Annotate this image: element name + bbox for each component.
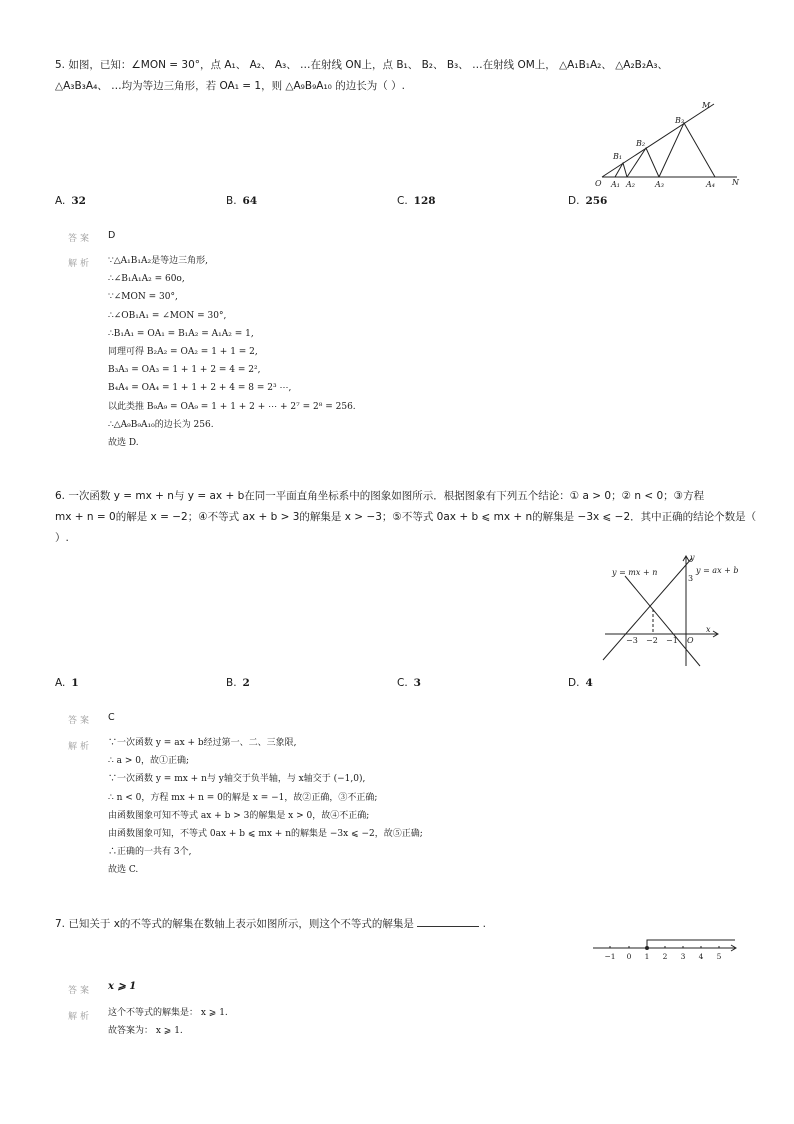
option-letter: A. [55, 677, 66, 689]
q7-stem [55, 914, 486, 935]
label-A3: A₃ [655, 180, 664, 189]
q7-analysis-label: 解析 [68, 1012, 93, 1022]
label-y-axis: y [690, 553, 695, 562]
label-B1: B₁ [613, 152, 623, 161]
q7-number-line [590, 934, 740, 964]
q6-stem-line3: ）. [55, 532, 69, 544]
analysis-line: 故选 D. [108, 438, 139, 449]
option-value: 2 [242, 677, 250, 689]
option-letter: D. [568, 195, 580, 207]
option-value: 128 [413, 195, 436, 207]
ray-OM [602, 104, 714, 177]
line-mx-plus-n [625, 576, 700, 666]
q5-stem-line1: 5. 如图，已知：∠MON = 30°，点 A₁、 A₂、 A₃、 …在射线 ON上，点 B₁、 B₂、 B₃、 …在射线 OM上， △A₁B₁A₂、 △A₂B₂A₃、 [55, 59, 668, 71]
triangle-2 [627, 148, 659, 177]
analysis-line: 由函数图象可知，不等式 0ax + b ⩽ mx + n的解集是 −3x ⩽ −2，故⑤正确; [108, 829, 423, 840]
analysis-line: 这个不等式的解集是： x ⩾ 1. [108, 1008, 228, 1018]
analysis-line: 同理可得 B₂A₂ = OA₂ = 1 + 1 = 2, [108, 347, 258, 358]
q6-figure [600, 548, 750, 672]
analysis-line: B₄A₄ = OA₄ = 1 + 1 + 2 + 4 = 8 = 2³ ⋯, [108, 383, 292, 394]
option-value: 3 [413, 677, 421, 689]
q5-answer: D [108, 230, 116, 241]
q5-stem [55, 55, 668, 97]
label-A1: A₁ [611, 180, 620, 189]
analysis-line: ∴B₁A₁ = OA₁ = B₁A₂ = A₁A₂ = 1, [108, 328, 254, 339]
label-B2: B₂ [636, 139, 646, 148]
option-value: 32 [71, 195, 86, 207]
q6-option-d[interactable] [568, 677, 593, 689]
q5-option-c[interactable] [397, 195, 436, 207]
solution-ray [647, 940, 735, 948]
label-A4: A₄ [706, 180, 715, 189]
label-x-tick-neg3: −3 [626, 636, 638, 645]
label-A2: A₂ [626, 180, 635, 189]
analysis-line: ∵一次函数 y = mx + n与 y轴交于负半轴，与 x轴交于 (−1,0), [108, 774, 366, 785]
option-letter: B. [226, 195, 237, 207]
q6-answer: C [108, 712, 115, 723]
label-mx-plus-n: y = mx + n [612, 568, 658, 577]
q5-analysis [108, 252, 356, 452]
q7-stem-end: . [482, 918, 486, 930]
q6-analysis [108, 734, 423, 880]
analysis-line: B₃A₃ = OA₃ = 1 + 1 + 2 = 4 = 2², [108, 365, 261, 376]
analysis-line: ∴∠OB₁A₁ = ∠MON = 30°, [108, 310, 227, 321]
label-N: N [732, 178, 739, 187]
option-value: 4 [585, 677, 593, 689]
label-ax-plus-b: y = ax + b [696, 566, 739, 575]
label-y-tick-3: 3 [688, 574, 694, 583]
tick-label: −1 [604, 952, 616, 961]
label-M: M [702, 101, 711, 110]
label-B3: B₃ [675, 116, 685, 125]
analysis-line: ∴△A₉B₉A₁₀的边长为 256. [108, 419, 214, 430]
option-letter: D. [568, 677, 580, 689]
q5-option-b[interactable] [226, 195, 257, 207]
label-O: O [595, 179, 602, 188]
option-value: 1 [71, 677, 79, 689]
analysis-line: ∵一次函数 y = ax + b经过第一、二、三象限, [108, 738, 297, 748]
label-x-tick-neg1: −1 [666, 636, 678, 645]
tick-label: 2 [662, 952, 668, 961]
analysis-line: 故答案为： x ⩾ 1. [108, 1026, 183, 1037]
analysis-line: ∵△A₁B₁A₂是等边三角形, [108, 256, 208, 266]
q7-answer-blank[interactable] [417, 916, 479, 927]
option-value: 256 [585, 195, 608, 207]
analysis-line: ∴正确的一共有 3个, [108, 847, 192, 858]
option-letter: C. [397, 677, 408, 689]
closed-dot [645, 946, 649, 950]
q6-option-c[interactable] [397, 677, 421, 689]
q6-stem-line2: mx + n = 0的解是 x = −2；④不等式 ax + b > 3的解集是 x > −3；⑤不等式 0ax + b ⩽ mx + n的解集是 −3x ⩽ −2．其中正确的结论个数是（ [55, 511, 757, 523]
tick-label: 3 [680, 952, 686, 961]
q6-answer-label: 答案 [68, 716, 93, 726]
analysis-line: ∴ a > 0，故①正确; [108, 756, 189, 767]
option-letter: B. [226, 677, 237, 689]
option-letter: C. [397, 195, 408, 207]
q6-option-b[interactable] [226, 677, 250, 689]
q5-figure [592, 98, 742, 190]
q6-option-a[interactable] [55, 677, 79, 689]
option-letter: A. [55, 195, 66, 207]
label-origin: O [687, 636, 694, 645]
q5-option-d[interactable] [568, 195, 607, 207]
analysis-line: ∵∠MON = 30°, [108, 292, 178, 303]
q7-analysis [108, 1004, 228, 1040]
q6-stem-line1: 6. 一次函数 y = mx + n与 y = ax + b在同一平面直角坐标系中的图象如图所示．根据图象有下列五个结论：① a > 0；② n < 0；③方程 [55, 490, 705, 502]
analysis-line: ∴ n < 0，方程 mx + n = 0的解是 x = −1，故②正确，③不正确; [108, 792, 378, 803]
option-value: 64 [242, 195, 258, 207]
q7-stem-text: 7. 已知关于 x的不等式的解集在数轴上表示如图所示，则这个不等式的解集是 [55, 918, 414, 930]
label-x-axis: x [706, 625, 711, 634]
tick-label: 5 [716, 952, 722, 961]
q7-answer: x ⩾ 1 [108, 981, 137, 992]
q5-analysis-label: 解析 [68, 259, 93, 269]
q6-analysis-label: 解析 [68, 742, 93, 752]
tick-label: 4 [698, 952, 704, 961]
q7-answer-label: 答案 [68, 986, 93, 996]
triangle-3 [659, 123, 715, 177]
analysis-line: 以此类推 B₉A₉ = OA₉ = 1 + 1 + 2 + ⋯ + 2⁷ = 2⁸ = 256. [108, 401, 356, 412]
analysis-line: 故选 C. [108, 865, 139, 876]
analysis-line: ∴∠B₁A₁A₂ = 60o, [108, 274, 185, 285]
q5-answer-label: 答案 [68, 234, 93, 244]
q5-stem-line2: △A₃B₃A₄、 …均为等边三角形，若 OA₁ = 1，则 △A₉B₉A₁₀ 的边长为（ ）. [55, 80, 405, 92]
label-x-tick-neg2: −2 [646, 636, 658, 645]
q5-option-a[interactable] [55, 195, 86, 207]
tick-label: 1 [644, 952, 650, 961]
tick-label: 0 [626, 952, 632, 961]
analysis-line: 由函数图象可知不等式 ax + b > 3的解集是 x > 0，故④不正确; [108, 810, 370, 821]
q6-stem [55, 486, 756, 549]
